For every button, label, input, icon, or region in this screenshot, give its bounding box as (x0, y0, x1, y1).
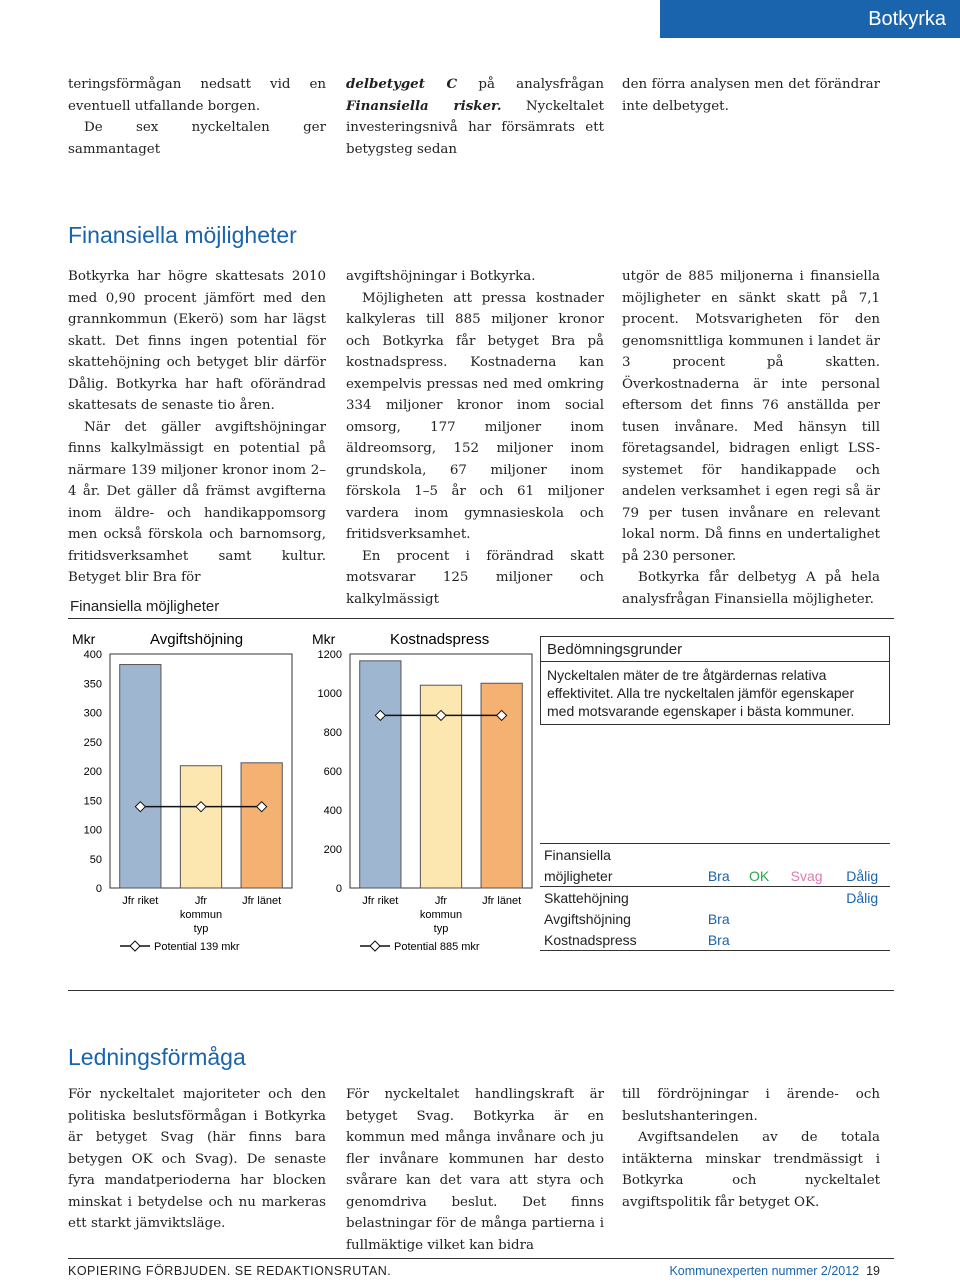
footer-copyright: KOPIERING FÖRBJUDEN. SE REDAKTIONSRUTAN. (68, 1264, 392, 1278)
y-tick-label: 1200 (317, 649, 342, 661)
criteria-text: Nyckeltalen mäter de tre åtgärdernas relativa effektivitet. Alla tre nyckeltalen jämför egenskaper med motsvarande egenskaper i bästa kommuner. (547, 667, 855, 719)
bar-3 (241, 763, 282, 888)
x-tick-label: Jfr (194, 895, 208, 907)
grade-row (540, 887, 890, 909)
grade-title-1: Finansiella (544, 846, 611, 863)
section1-col-2 (346, 266, 604, 610)
chart-kostnadspress (300, 630, 540, 970)
intro-text-3: den förra analysen men det förändrar inte delbetyget. (622, 77, 880, 114)
y-tick-label: 200 (323, 844, 342, 856)
section2-text-2: För nyckeltalet handlingskraft är betyget Svag. Botkyrka är en kommun med många invånare och ju fler invånare kommunen har desto svårare kan det vara att styra och genomdriva beslut. Det finns belastningar för de många partierna i fullmäktige vilket kan bidra (346, 1087, 604, 1253)
footer-rule (68, 1258, 894, 1259)
section1-text-2c: En procent i förändrad skatt motsvarar 125 miljoner och kalkylmässigt (346, 548, 604, 607)
grade-row-value: Dålig (846, 889, 879, 906)
figure-title: Finansiella möjligheter (70, 598, 220, 615)
bar-1 (120, 665, 161, 888)
page-banner: Botkyrka (660, 0, 960, 38)
bar-1 (360, 661, 401, 888)
grade-row-value: Bra (707, 910, 730, 927)
figure-top-rule (68, 618, 894, 619)
section-heading-finansiella: Finansiella möjligheter (68, 222, 297, 248)
x-tick-label: typ (193, 923, 209, 935)
legend-label: Potential 885 mkr (394, 941, 480, 953)
y-tick-label: 1000 (317, 688, 342, 700)
intro-text-1b: De sex nyckeltalen ger sammantaget (68, 120, 326, 157)
y-tick-label: 400 (83, 649, 102, 661)
section2-col-2 (346, 1084, 604, 1256)
intro-text-1: teringsförmågan nedsatt vid en eventuell utfallande borgen. (68, 77, 326, 114)
y-tick-label: 0 (335, 883, 342, 895)
grade-scale-row (540, 865, 890, 887)
legend-label: Potential 139 mkr (154, 941, 240, 953)
chart-title: Kostnadspress (390, 631, 490, 648)
section1-text-2: avgiftshöjningar i Botkyrka. (346, 269, 536, 284)
criteria-title: Bedömningsgrunder (541, 637, 889, 662)
y-tick-label: 200 (83, 766, 102, 778)
criteria-box (540, 636, 890, 725)
section-heading-ledning: Ledningsförmåga (68, 1044, 246, 1070)
section1-text-1: Botkyrka har högre skattesats 2010 med 0,90 procent jämfört med den grannkommun (Ekerö) som har lägst skatt. Det finns ingen potential för skattehöjning och betyget blir därför Dålig. Botkyrka har haft oförändrad skattesats de senaste tio åren. (68, 269, 326, 413)
section2-text-1: För nyckeltalet majoriteter och den politiska beslutsförmågan i Botkyrka är betyget Svag (här finns bara betygen OK och Svag). De senaste fyra mandatperioderna har blocken minskat i betydelse och nu markeras ett starkt jämviktsläge. (68, 1087, 326, 1231)
chart-unit: Mkr (312, 631, 336, 647)
grade-scale-bra: Bra (698, 865, 739, 887)
chart-title: Avgiftshöjning (150, 631, 244, 648)
intro-text-2d: Nyckeltalet investeringsnivå har försämrats ett betygsteg sedan (346, 98, 604, 157)
intro-col-2 (346, 74, 604, 160)
grade-table (540, 843, 890, 951)
section1-col-1 (68, 266, 326, 589)
section1-text-3: utgör de 885 miljonerna i finansiella möjligheter en sänkt skatt på 7,1 procent. Motsvarigheten för den genomsnittliga kommunen i landet är 3 procent på skatten. Överkostnaderna är inte personal eftersom det finns 76 anställda per tusen invånare. Med hänsyn till företagsandel, bidragen enligt LSS-systemet för handikappade och andelen verksamhet i egen regi så är 79 per tusen invånare en relevant lokal norm. Då finns en undertalighet på 230 personer. (622, 269, 880, 564)
y-tick-label: 300 (83, 707, 102, 720)
x-tick-label: kommun (179, 909, 223, 921)
x-tick-label: Jfr riket (122, 895, 159, 907)
grade-title-2: möjligheter (540, 865, 698, 887)
x-tick-label: kommun (419, 909, 463, 921)
grade-row-label: Kostnadspress (544, 931, 637, 948)
y-tick-label: 400 (323, 805, 342, 817)
section2-col-1 (68, 1084, 326, 1235)
section2-text-3: till fördröjningar i ärende- och beslutshanteringen. (622, 1087, 880, 1124)
section2-text-3b: Avgiftsandelen av de totala intäkterna minskar trendmässigt i Botkyrka och nyckeltalet avgiftspolitik får betyget OK. (622, 1130, 880, 1210)
y-tick-label: 0 (95, 883, 102, 895)
y-tick-label: 150 (83, 795, 102, 808)
intro-grade: delbetyget C (346, 76, 458, 92)
footer-issue (669, 1264, 880, 1278)
y-tick-label: 600 (323, 766, 342, 778)
section1-col-3 (622, 266, 880, 610)
section2-col-3 (622, 1084, 880, 1213)
intro-text-2b: på analysfrågan (478, 77, 604, 92)
y-tick-label: 350 (83, 678, 102, 691)
chart-unit: Mkr (72, 631, 96, 647)
x-tick-label: Jfr riket (362, 895, 399, 907)
legend-marker (370, 941, 380, 951)
grade-row (540, 908, 890, 929)
intro-question: Finansiella risker. (346, 97, 502, 114)
grade-scale-dålig: Dålig (834, 865, 890, 887)
section1-text-3b: Botkyrka får delbetyg A på hela analysfrågan Finansiella möjligheter. (622, 570, 880, 607)
intro-text-2 (346, 74, 604, 160)
page-number: 19 (866, 1264, 880, 1278)
bar-2 (180, 766, 221, 888)
y-tick-label: 800 (323, 727, 342, 739)
legend-marker (130, 941, 140, 951)
section1-text-2b: Möjligheten att pressa kostnader kalkyleras till 885 miljoner kronor och Botkyrka får betyget Bra på kostnadspress. Kostnaderna kan exempelvis pressas ned med omkring 334 miljoner kronor inom social omsorg, 177 miljoner inom äldreomsorg, 152 miljoner inom grundskola, 67 miljoner inom förskola 1–5 år och 61 miljoner vardera inom gymnasieskola och fritidsverksamhet. (346, 290, 604, 542)
intro-col-1 (68, 74, 326, 160)
grade-row-label: Skattehöjning (544, 889, 629, 906)
y-tick-label: 50 (89, 853, 102, 866)
grade-scale-ok: OK (739, 865, 778, 887)
x-tick-label: Jfr (434, 895, 448, 907)
x-tick-label: Jfr länet (482, 895, 522, 907)
grade-scale-svag: Svag (779, 865, 835, 887)
grade-row (540, 929, 890, 950)
y-tick-label: 250 (83, 736, 102, 749)
x-tick-label: Jfr länet (242, 895, 282, 907)
y-tick-label: 100 (83, 824, 102, 837)
grade-row-label: Avgiftshöjning (544, 910, 631, 927)
grade-row-value: Bra (707, 931, 730, 948)
footer-issue-text: Kommunexperten nummer 2/2012 (669, 1264, 860, 1278)
figure-bottom-rule (68, 990, 894, 991)
intro-col-3 (622, 74, 880, 117)
chart-avgiftshojning (60, 630, 300, 970)
section1-text-1b: När det gäller avgiftshöjningar finns kalkylmässigt en potential på närmare 139 miljoner kronor inom 2–4 år. Det gäller då främst avgifterna inom äldre- och handikappomsorg men också förskola och barnomsorg, fritidsverksamhet samt kultur. Betyget blir Bra för (68, 419, 326, 585)
x-tick-label: typ (433, 923, 449, 935)
